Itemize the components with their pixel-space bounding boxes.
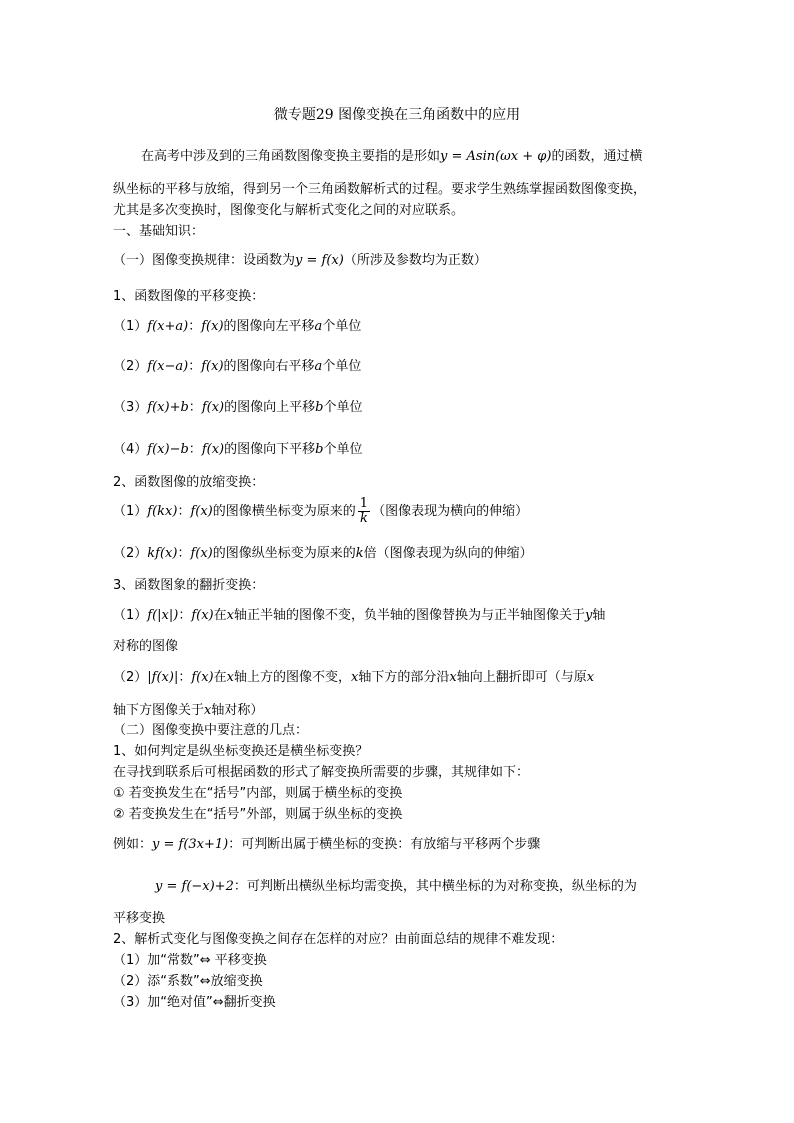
item-text: 轴对称）: [211, 703, 264, 718]
item-function: f(x): [201, 359, 224, 374]
fraction-denominator: k: [359, 511, 368, 526]
example-text: ：可判断出横纵坐标均需变换，其中横坐标的为对称变换，纵坐标的为: [233, 879, 637, 894]
item-number: （1）: [113, 608, 148, 623]
item-formula: |f(x)|: [147, 670, 179, 685]
intro-formula: y = Asin(ωx + φ): [440, 149, 552, 164]
item-text: 在: [213, 608, 227, 623]
fraction-one-over-k: [358, 497, 370, 526]
intro-line-1: [141, 148, 642, 166]
scale-item-2: [113, 545, 533, 563]
page-title: 微专题29 图像变换在三角函数中的应用: [273, 107, 521, 123]
item-text: 的图像向上平移: [224, 400, 316, 415]
item-text: 在: [213, 670, 227, 685]
example-label: 例如：: [113, 837, 153, 852]
item-note: （图像表现为横向的伸缩）: [372, 504, 529, 519]
section-1-heading: 一、基础知识：: [113, 224, 205, 239]
item-text: 轴: [592, 608, 606, 623]
item-unit: 个单位: [323, 442, 363, 457]
shift-heading: 1、函数图像的平移变换：: [113, 289, 265, 304]
example-1: [113, 836, 540, 854]
item-var: b: [315, 400, 324, 415]
item-var: x: [449, 670, 457, 685]
item-sep: ：: [188, 442, 202, 457]
item-var: y: [585, 608, 593, 623]
question-2: 2、解析式变化与图像变换之间存在怎样的对应？由前面总结的规律不难发现：: [113, 932, 564, 947]
item-text: 的图像向左平移: [223, 319, 315, 334]
item-sep: ：: [178, 670, 192, 685]
item-unit: 个单位: [322, 319, 362, 334]
example-formula: y = f(3x+1): [152, 837, 229, 852]
subsection-1-heading: [113, 252, 487, 270]
flip-heading: 3、函数图象的翻折变换：: [113, 578, 265, 593]
item-number: （1）: [113, 319, 148, 334]
question-1-text: 在寻找到联系后可根据函数的形式了解变换所需要的步骤，其规律如下：: [113, 765, 530, 780]
shift-item-4: [113, 441, 362, 459]
flip-item-2-cont: [113, 702, 263, 720]
item-number: （4）: [113, 442, 148, 457]
item-formula: f(|x|): [147, 608, 179, 623]
flip-item-2: [113, 669, 594, 687]
sub1-note: （所涉及参数均为正数）: [343, 253, 487, 268]
item-number: （2）: [113, 670, 148, 685]
item-number: （3）: [113, 400, 148, 415]
example-text: ：可判断出属于横坐标的变换：有放缩与平移两个步骤: [228, 837, 541, 852]
shift-item-1: [113, 318, 361, 336]
item-var: a: [314, 319, 323, 334]
item-text: 轴下方的部分沿: [358, 670, 450, 685]
item-text: 轴下方图像关于: [113, 703, 205, 718]
item-sep: ：: [177, 546, 191, 561]
correspondence-1: （1）加“常数”⇔ 平移变换: [113, 953, 267, 968]
rule-1: ① 若变换发生在“括号”内部，则属于横坐标的变换: [113, 786, 403, 801]
item-var: a: [314, 359, 323, 374]
correspondence-3: （3）加“绝对值”⇔翻折变换: [113, 995, 276, 1010]
example-2: [155, 878, 637, 896]
item-var: x: [351, 670, 359, 685]
item-function: f(x): [201, 400, 225, 415]
item-text: 轴向上翻折即可（与原: [456, 670, 587, 685]
item-unit: 个单位: [322, 359, 362, 374]
intro-line-3: 尤其是多次变换时，图像变化与解析式变化之间的对应联系。: [113, 203, 465, 218]
intro-text-end: 的函数，通过横: [551, 149, 643, 164]
intro-line-2: 纵坐标的平移与放缩，得到另一个三角函数解析式的过程。要求学生熟练掌握函数图像变换，: [113, 182, 647, 197]
item-formula: f(x)+b: [147, 400, 189, 415]
item-function: f(x): [201, 442, 225, 457]
scale-heading: 2、函数图像的放缩变换：: [113, 475, 265, 490]
sub1-text: （一）图像变换规律：设函数为: [113, 253, 296, 268]
scale-item-1: [113, 496, 528, 528]
question-1: 1、如何判定是纵坐标变换还是横坐标变换？: [113, 744, 369, 759]
shift-item-2: [113, 358, 361, 376]
item-text: 轴上方的图像不变，: [234, 670, 352, 685]
item-text: 的图像向右平移: [223, 359, 315, 374]
item-function: f(x): [201, 319, 224, 334]
item-sep: ：: [188, 400, 202, 415]
item-text: 的图像向下平移: [224, 442, 316, 457]
item-var: b: [315, 442, 324, 457]
shift-item-3: [113, 399, 362, 417]
subsection-2-heading: （二）图像变换中要注意的几点：: [113, 723, 309, 738]
item-var: x: [586, 670, 595, 685]
item-number: （1）: [113, 504, 148, 519]
item-number: （2）: [113, 359, 148, 374]
item-number: （2）: [113, 546, 148, 561]
intro-text: 在高考中涉及到的三角函数图像变换主要指的是形如: [141, 149, 441, 164]
item-unit: 个单位: [323, 400, 363, 415]
rule-2: ② 若变换发生在“括号”外部，则属于纵坐标的变换: [113, 807, 403, 822]
item-var: x: [226, 670, 234, 685]
item-text: 的图像纵坐标变为原来的: [212, 546, 356, 561]
sub1-formula: y = f(x): [295, 253, 344, 268]
item-function: f(x): [191, 608, 214, 623]
item-text: 的图像横坐标变为原来的: [212, 504, 356, 519]
flip-item-1: [113, 607, 605, 625]
item-var: x: [204, 703, 212, 718]
item-var: x: [226, 608, 234, 623]
item-function: f(x): [190, 504, 213, 519]
flip-item-1-cont: 对称的图像: [113, 639, 179, 654]
item-formula: kf(x): [147, 546, 178, 561]
item-function: f(x): [190, 546, 213, 561]
item-function: f(x): [191, 670, 214, 685]
item-sep: ：: [188, 359, 202, 374]
item-formula: f(x)−b: [147, 442, 189, 457]
item-sep: ：: [188, 319, 202, 334]
fraction-numerator: 1: [359, 496, 369, 511]
item-sep: ：: [178, 608, 192, 623]
item-formula: f(x−a): [147, 359, 189, 374]
correspondence-2: （2）添“系数”⇔放缩变换: [113, 974, 263, 989]
item-sep: ：: [177, 504, 191, 519]
item-text: 轴正半轴的图像不变，负半轴的图像替换为与正半轴图像关于: [234, 608, 586, 623]
item-var: k: [355, 546, 364, 561]
item-formula: f(kx): [147, 504, 178, 519]
item-note: 倍（图像表现为纵向的伸缩）: [363, 546, 533, 561]
example-formula: y = f(−x)+2: [155, 879, 234, 894]
item-formula: f(x+a): [147, 319, 189, 334]
example-2-cont: 平移变换: [113, 911, 166, 926]
